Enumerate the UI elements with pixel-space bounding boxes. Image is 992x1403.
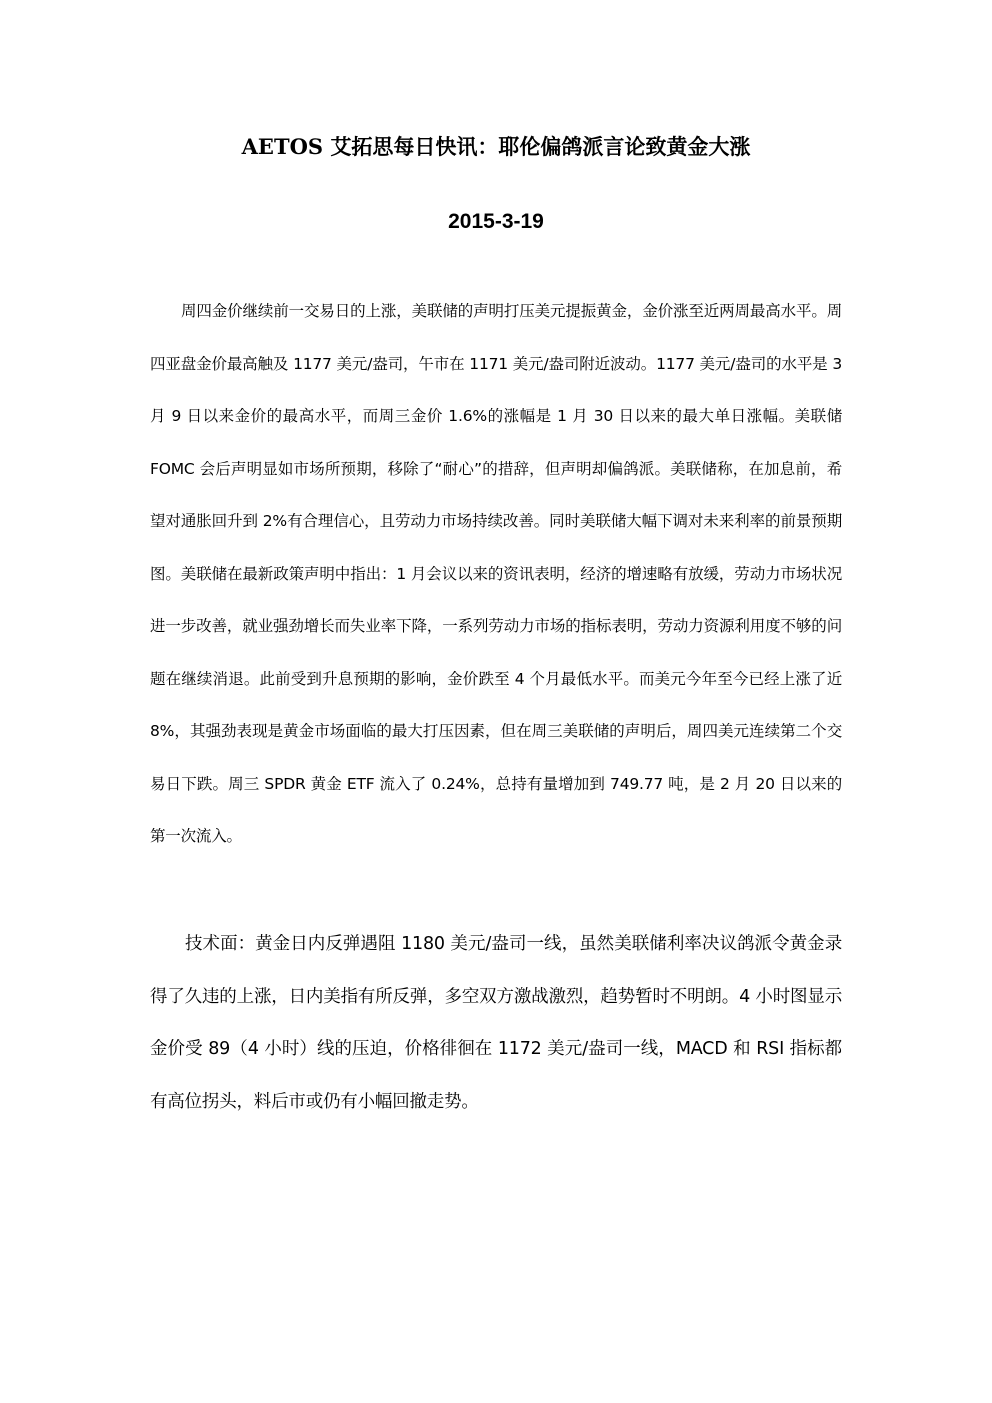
publish-date: 2015-3-19 — [448, 210, 544, 233]
news-paragraph: 周四金价继续前一交易日的上涨，美联储的声明打压美元提振黄金，金价涨至近两周最高水平。周四亚盘金价最高触及 1177 美元/盎司，午市在 1171 美元/盎司附近波动。1177 美元/盎司的水平是 3 月 9 日以来金价的最高水平，而周三金价 1.6%的涨幅是 1 月 30 日以来的最大单日涨幅。美联储 FOMC 会后声明显如市场所预期，移除了“耐心”的措辞，但声明却偏鸽派。美联储称，在加息前，希望对通胀回升到 2%有合理信心，且劳动力市场持续改善。同时美联储大幅下调对未来利率的前景预期图。美联储在最新政策声明中指出：1 月会议以来的资讯表明，经济的增速略有放缓，劳动力市场状况进一步改善，就业强劲增长而失业率下降，一系列劳动力市场的指标表明，劳动力资源利用度不够的问题在继续消退。此前受到升息预期的影响，金价跌至 4 个月最低水平。而美元今年至今已经上涨了近 8%，其强劲表现是黄金市场面临的最大打压因素，但在周三美联储的声明后，周四美元连续第二个交易日下跌。周三 SPDR 黄金 ETF 流入了 0.24%，总持有量增加到 749.77 吨，是 2 月 20 日以来的第一次流入。 — [150, 302, 842, 845]
page-title: AETOS 艾拓思每日快讯：耶伦偏鸽派言论致黄金大涨 — [241, 134, 751, 159]
technical-analysis-paragraph: 技术面：黄金日内反弹遇阻 1180 美元/盎司一线，虽然美联储利率决议鸽派令黄金录得了久违的上涨，日内美指有所反弹，多空双方激战激烈，趋势暂时不明朗。4 小时图显示金价受 89（4 小时）线的压迫，价格徘徊在 1172 美元/盎司一线，MACD 和 RSI 指标都有高位拐头，料后市或仍有小幅回撤走势。 — [150, 934, 842, 1112]
